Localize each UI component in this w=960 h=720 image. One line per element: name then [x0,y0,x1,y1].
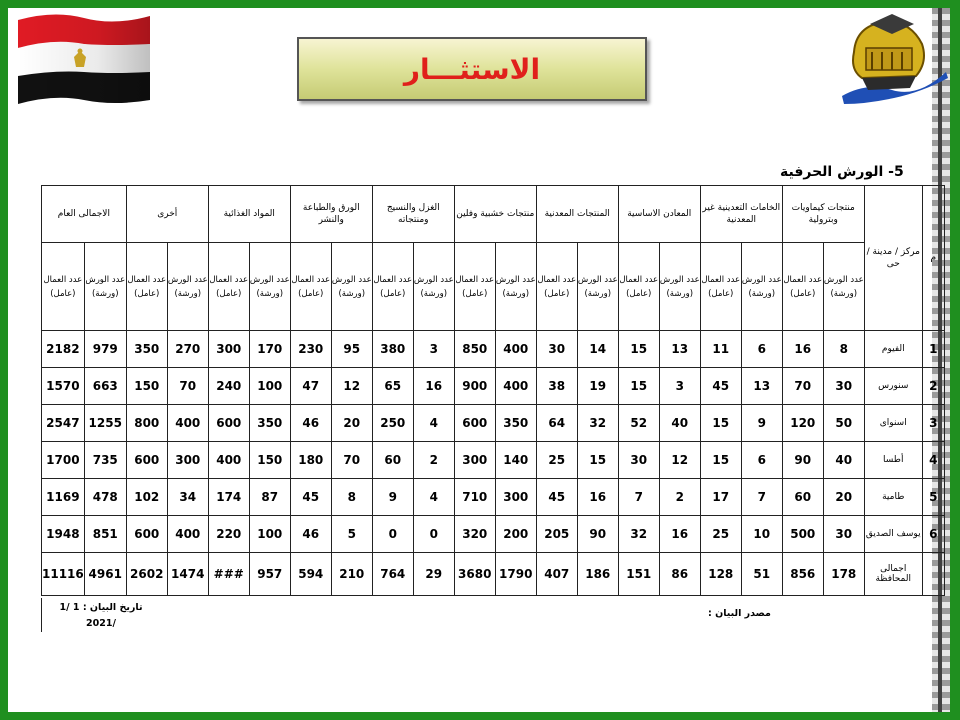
subheader-workers: عدد العمال (عامل) [454,243,495,331]
page-title: الاستثـــار [403,52,541,86]
header-group: الغزل والنسيج ومنتجاته [372,186,454,243]
table-cell: 70 [782,368,823,405]
table-cell: 13 [741,368,782,405]
table-cell: 400 [167,405,208,442]
table-row [42,553,945,596]
header-group: المعادن الاساسية [618,186,700,243]
governorate-logo-icon [836,12,950,112]
table-cell: 150 [249,442,290,479]
table-cell: 500 [782,516,823,553]
table-cell: 735 [84,442,126,479]
table-cell: 2 [659,479,700,516]
table-cell: 87 [249,479,290,516]
table-cell: 350 [495,405,536,442]
subheader-workers: عدد العمال (عامل) [700,243,741,331]
table-cell: 51 [741,553,782,596]
footer-divider [41,598,42,632]
table-cell: 594 [290,553,331,596]
row-center-name: يوسف الصديق [864,516,922,553]
subheader-workshops: عدد الورش (ورشة) [495,243,536,331]
table-cell: 800 [126,405,167,442]
table-body [42,331,945,596]
table-cell: 16 [577,479,618,516]
table-cell: 1255 [84,405,126,442]
table-cell: 7 [741,479,782,516]
subheader-workshops: عدد الورش (ورشة) [331,243,372,331]
table-cell: 20 [823,479,864,516]
header-center: مركز / مدينة / حى [864,186,922,331]
subheader-workshops: عدد الورش (ورشة) [84,243,126,331]
header-group: أخرى [126,186,208,243]
subheader-workshops: عدد الورش (ورشة) [413,243,454,331]
table-cell: 1948 [42,516,85,553]
header-group: الاجمالى العام [42,186,127,243]
table-cell: 957 [249,553,290,596]
table-cell: 29 [413,553,454,596]
table-cell: 8 [331,479,372,516]
table-cell: 38 [536,368,577,405]
table-cell: 380 [372,331,413,368]
table-row [42,368,945,405]
subheader-workshops: عدد الورش (ورشة) [249,243,290,331]
table-cell: 90 [782,442,823,479]
table-row [42,405,945,442]
table-cell: 30 [823,368,864,405]
table-row [42,442,945,479]
subheader-workshops: عدد الورش (ورشة) [823,243,864,331]
table-cell: 70 [331,442,372,479]
table-cell: 0 [413,516,454,553]
table-cell: 710 [454,479,495,516]
table-cell: 102 [126,479,167,516]
table-cell: 14 [577,331,618,368]
table-cell: 11116 [42,553,85,596]
table-cell: 10 [741,516,782,553]
table-cell: 32 [618,516,659,553]
table-cell: 45 [290,479,331,516]
table-cell: 64 [536,405,577,442]
table-cell: 3680 [454,553,495,596]
table-cell: 400 [495,368,536,405]
table-cell: 9 [372,479,413,516]
table-cell: 6 [741,442,782,479]
table-cell: 30 [823,516,864,553]
table-cell: 0 [372,516,413,553]
header-group: الخامات التعدينية غير المعدنية [700,186,782,243]
table-cell: 350 [126,331,167,368]
table-cell: 16 [782,331,823,368]
table-cell: 20 [331,405,372,442]
table-cell: 140 [495,442,536,479]
title-banner [297,37,647,101]
footer-source: مصدر البيان : [708,608,771,619]
table-cell: 46 [290,516,331,553]
table-cell: 900 [454,368,495,405]
table-cell: 186 [577,553,618,596]
table-cell: 30 [618,442,659,479]
table-cell: 4 [413,479,454,516]
subheader-workshops: عدد الورش (ورشة) [167,243,208,331]
table-cell: 2547 [42,405,85,442]
table-cell: 150 [126,368,167,405]
table-cell: 50 [823,405,864,442]
table-cell: 120 [782,405,823,442]
row-number: 5 [922,479,944,516]
table-cell: 205 [536,516,577,553]
table-cell: 40 [659,405,700,442]
table-row [42,516,945,553]
table-cell: 1474 [167,553,208,596]
table-cell: 600 [454,405,495,442]
table-cell: 40 [823,442,864,479]
table-cell: 13 [659,331,700,368]
table-cell: 400 [167,516,208,553]
table-cell: 400 [495,331,536,368]
table-cell: 174 [208,479,249,516]
table-cell: 2 [413,442,454,479]
table-cell: 70 [167,368,208,405]
row-number: 6 [922,516,944,553]
table-cell: 979 [84,331,126,368]
table-cell: 15 [700,442,741,479]
subheader-workers: عدد العمال (عامل) [290,243,331,331]
table-cell: 3 [413,331,454,368]
table-cell: 178 [823,553,864,596]
table-cell: 15 [577,442,618,479]
table-cell: 15 [700,405,741,442]
table-cell: 1570 [42,368,85,405]
table-cell: 46 [290,405,331,442]
table-cell: 90 [577,516,618,553]
table-cell: 60 [782,479,823,516]
row-number [922,553,944,596]
table-cell: 240 [208,368,249,405]
table-cell: 12 [331,368,372,405]
header-group: الورق والطباعة والنشر [290,186,372,243]
table-cell: 170 [249,331,290,368]
row-center-name: اجمالى المحافظة [864,553,922,596]
table-row [42,479,945,516]
table-cell: 250 [372,405,413,442]
table-cell: 19 [577,368,618,405]
table-cell: 850 [454,331,495,368]
table-cell: 478 [84,479,126,516]
section-title: 5- الورش الحرفية [780,164,904,180]
table-cell: 210 [331,553,372,596]
subheader-workers: عدد العمال (عامل) [782,243,823,331]
table-cell: 16 [413,368,454,405]
table-cell: 45 [536,479,577,516]
subheader-workers: عدد العمال (عامل) [126,243,167,331]
table-cell: 600 [208,405,249,442]
table-cell: 30 [536,331,577,368]
table-cell: 220 [208,516,249,553]
table-cell: 8 [823,331,864,368]
table-cell: 4 [413,405,454,442]
table-cell: 34 [167,479,208,516]
table-cell: 600 [126,442,167,479]
subheader-workers: عدد العمال (عامل) [618,243,659,331]
subheader-workers: عدد العمال (عامل) [42,243,85,331]
table-cell: 320 [454,516,495,553]
table-cell: 52 [618,405,659,442]
table-cell: 6 [741,331,782,368]
table-cell: 230 [290,331,331,368]
table-cell: 851 [84,516,126,553]
workshops-table [41,185,945,596]
row-center-name: اسنواى [864,405,922,442]
table-cell: 9 [741,405,782,442]
row-number: 4 [922,442,944,479]
slide-frame [8,8,950,712]
table-cell: 663 [84,368,126,405]
header-group: منتجات كيماويات وبترولية [782,186,864,243]
table-cell: 100 [249,368,290,405]
subheader-workers: عدد العمال (عامل) [372,243,413,331]
table-cell: 151 [618,553,659,596]
table-cell: 95 [331,331,372,368]
table-cell: 11 [700,331,741,368]
table-cell: 17 [700,479,741,516]
table-cell: 25 [700,516,741,553]
row-number: 2 [922,368,944,405]
row-center-name: أطسا [864,442,922,479]
row-center-name: طامية [864,479,922,516]
row-number: 3 [922,405,944,442]
table-cell: 86 [659,553,700,596]
table-cell: 16 [659,516,700,553]
table-cell: 300 [454,442,495,479]
table-cell: 7 [618,479,659,516]
table-cell: 1790 [495,553,536,596]
table-cell: 60 [372,442,413,479]
table-cell: 100 [249,516,290,553]
table-cell: 1169 [42,479,85,516]
table-cell: 180 [290,442,331,479]
table-cell: 2602 [126,553,167,596]
table-cell: 1700 [42,442,85,479]
table-cell: 400 [208,442,249,479]
table-cell: 32 [577,405,618,442]
table-cell: ### [208,553,249,596]
table-cell: 5 [331,516,372,553]
table-cell: 856 [782,553,823,596]
table-cell: 3 [659,368,700,405]
row-number: 1 [922,331,944,368]
table-cell: 65 [372,368,413,405]
subheader-workers: عدد العمال (عامل) [536,243,577,331]
subheader-workshops: عدد الورش (ورشة) [659,243,700,331]
table-cell: 300 [495,479,536,516]
table-cell: 47 [290,368,331,405]
table-cell: 128 [700,553,741,596]
table-cell: 12 [659,442,700,479]
header-group: المواد الغذائية [208,186,290,243]
table-cell: 764 [372,553,413,596]
header-group: منتجات خشبية وفلين [454,186,536,243]
table-cell: 300 [208,331,249,368]
row-center-name: سنورس [864,368,922,405]
row-center-name: الفيوم [864,331,922,368]
table-cell: 45 [700,368,741,405]
table-cell: 407 [536,553,577,596]
table-cell: 300 [167,442,208,479]
table-cell: 4961 [84,553,126,596]
header-m: م [922,186,944,331]
table-cell: 15 [618,368,659,405]
table-row [42,331,945,368]
subheader-workshops: عدد الورش (ورشة) [577,243,618,331]
subheader-workers: عدد العمال (عامل) [208,243,249,331]
table-cell: 350 [249,405,290,442]
table-cell: 270 [167,331,208,368]
footer-date: تاريخ البيان : 1 /1 /2021 [59,602,143,629]
table-cell: 200 [495,516,536,553]
subheader-workshops: عدد الورش (ورشة) [741,243,782,331]
header-group: المنتجات المعدنية [536,186,618,243]
egypt-flag-icon [14,10,152,106]
table-cell: 15 [618,331,659,368]
table-cell: 25 [536,442,577,479]
table-cell: 600 [126,516,167,553]
table-cell: 2182 [42,331,85,368]
